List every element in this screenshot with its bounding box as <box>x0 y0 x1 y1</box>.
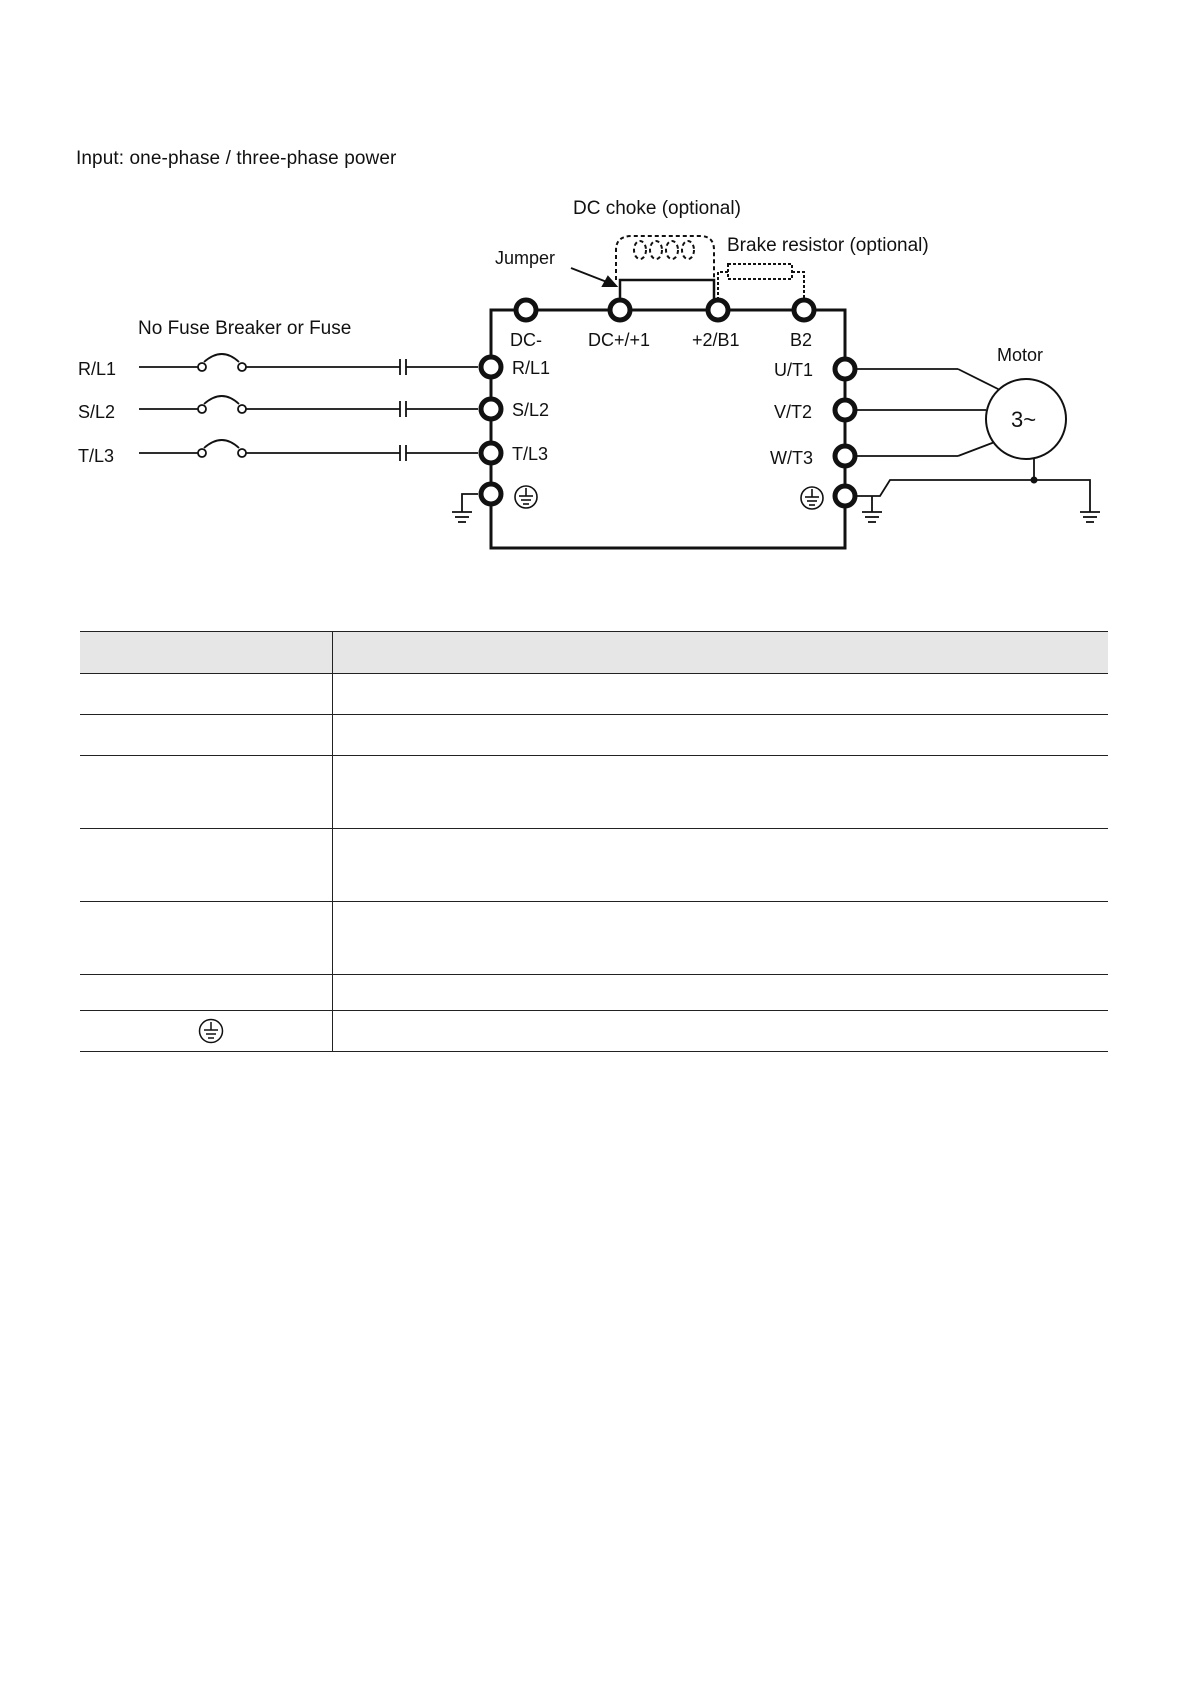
dc-choke-label: DC choke (optional) <box>573 198 741 219</box>
table-cell <box>333 756 1109 829</box>
breaker-label: No Fuse Breaker or Fuse <box>138 318 352 339</box>
ground-symbol-icon <box>801 487 823 509</box>
output-terminal-label: V/T2 <box>774 402 813 422</box>
table-cell <box>333 829 1109 902</box>
jumper-arrow-icon <box>571 268 616 286</box>
top-terminal-label: +2/B1 <box>692 330 740 350</box>
table-row <box>80 1011 1108 1052</box>
wiring-diagram <box>0 0 1191 600</box>
table-cell <box>80 902 333 975</box>
table-cell <box>80 756 333 829</box>
table-row <box>80 975 1108 1011</box>
input-line-label: S/L2 <box>78 402 116 422</box>
terminal-dc-plus-icon <box>610 300 630 320</box>
table-cell <box>80 674 333 715</box>
table-cell <box>333 1011 1109 1052</box>
motor-label: Motor <box>997 345 1044 365</box>
input-terminal-label: T/L3 <box>512 444 549 464</box>
table-cell <box>333 902 1109 975</box>
page-title: Input: one-phase / three-phase power <box>76 148 397 169</box>
top-terminal-label: DC- <box>510 330 542 350</box>
table-cell <box>333 975 1109 1011</box>
output-terminal-label: W/T3 <box>770 448 813 468</box>
table-header-cell <box>80 632 333 674</box>
input-wiring <box>139 354 478 522</box>
table-row <box>80 902 1108 975</box>
junction-dot <box>1031 477 1038 484</box>
top-terminal-label: DC+/+1 <box>588 330 651 350</box>
table-cell <box>80 715 333 756</box>
input-terminal-label: S/L2 <box>512 400 550 420</box>
table-row <box>80 829 1108 902</box>
terminal-plus2-b1-icon <box>708 300 728 320</box>
table-header-cell <box>333 632 1109 674</box>
table-header-row <box>80 632 1108 674</box>
output-wiring <box>855 369 1100 522</box>
brake-resistor-icon <box>718 264 804 300</box>
ground-symbol-icon <box>198 1018 224 1044</box>
jumper-wire <box>620 280 714 300</box>
terminal-b2-icon <box>794 300 814 320</box>
jumper-label: Jumper <box>495 248 556 268</box>
brake-resistor-label: Brake resistor (optional) <box>727 235 929 256</box>
terminal-table <box>80 631 1108 1052</box>
table-cell <box>80 1011 333 1052</box>
motor-symbol: 3~ <box>1011 407 1037 432</box>
terminal-dc-minus-icon <box>516 300 536 320</box>
input-terminal-label: R/L1 <box>512 358 551 378</box>
ground-symbol-icon <box>515 486 537 508</box>
top-terminal-label: B2 <box>790 330 813 350</box>
table-row <box>80 674 1108 715</box>
table-row <box>80 715 1108 756</box>
table-cell <box>333 715 1109 756</box>
input-line-label: R/L1 <box>78 359 117 379</box>
table-cell <box>80 975 333 1011</box>
table-cell <box>333 674 1109 715</box>
dc-choke-icon <box>616 236 714 300</box>
table-row <box>80 756 1108 829</box>
input-line-label: T/L3 <box>78 446 115 466</box>
table-cell <box>80 829 333 902</box>
output-terminal-label: U/T1 <box>774 360 814 380</box>
